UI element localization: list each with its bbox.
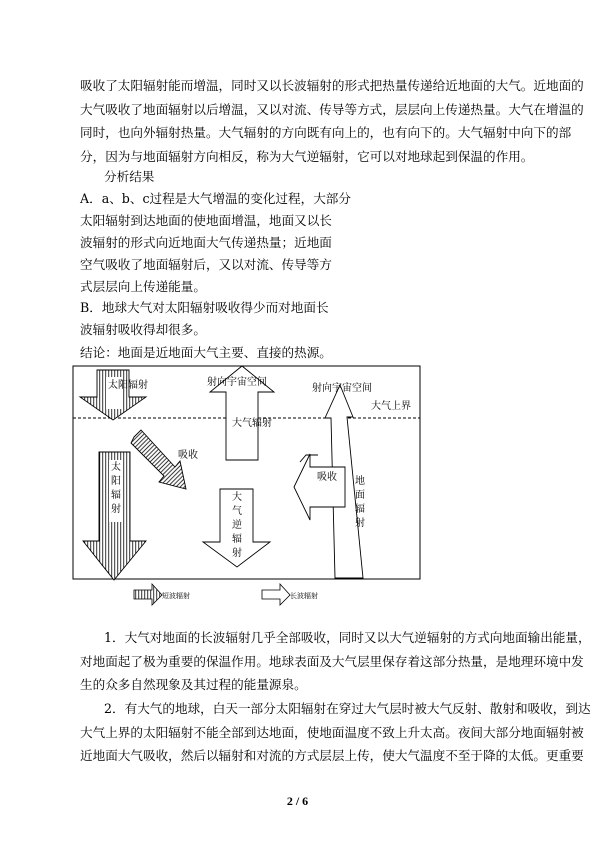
page-number: 2 / 6 [286,794,309,808]
vertical-label-char: 射 [355,518,365,529]
legend-long-wave-arrow [262,584,290,605]
absorb-label-left: 吸收 [178,450,198,461]
legend-short-wave-arrow [134,584,162,605]
to-space-label-left: 射向宇宙空间 [207,377,267,388]
absorb-label-right: 吸收 [317,472,337,483]
analysis-b-line: B．地球大气对太阳辐射吸收得少而对地面长 [80,300,329,315]
analysis-conclusion: 结论：地面是近地面大气主要、直接的热源。 [80,345,332,360]
conclusion-2-line: 2．有大气的地球，白天一部分太阳辐射在穿过大气层时被大气反射、散射和吸收，到达 [104,701,591,716]
intro-line: 大气吸收了地面辐射以后增温，又以对流、传导等方式，层层向上传递热量。大气在增温的 [80,102,584,117]
legend-long-wave-label: 长波辐射 [290,592,318,600]
conclusion-2-line: 大气上界的太阳辐射不能全部到达地面，使地面温度不致上升太高。夜间大部分地面辐射被 [80,725,584,740]
intro-line: 吸收了太阳辐射能而增温，同时又以长波辐射的形式把热量传递给近地面的大气。近地面的 [80,78,584,93]
analysis-title: 分析结果 [104,169,155,184]
vertical-label-char: 辐 [355,504,365,515]
vertical-label-char: 地 [355,476,365,487]
conclusion-1-line: 生的众多自然现象及其过程的能量源泉。 [80,677,307,692]
analysis-a-line: 波辐射的形式向近地面大气传递热量；近地面 [80,235,332,250]
atmos-boundary-label: 大气上界 [371,401,411,412]
solar-radiation-label-top: 太阳辐射 [108,380,148,391]
analysis-a-line: 太阳辐射到达地面的使地面增温，地面又以长 [80,213,332,228]
intro-line: 分，因为与地面辐射方向相反，称为大气逆辐射，它可以对地球起到保温的作用。 [80,149,534,164]
vertical-label-char: 气 [232,506,242,517]
vertical-label-char: 面 [355,490,365,501]
back-radiation-label [232,490,242,559]
conclusion-2-line: 近地面大气吸收，然后以辐射和对流的方式层层上传，使大气温度不至于降的太低。更重要 [80,748,584,763]
vertical-label-char: 大 [232,492,242,503]
vertical-label-char: 射 [111,504,121,515]
atmosphere-heating-diagram [68,364,428,614]
conclusion-1-line: 对地面起了极为重要的保温作用。地球表面及大气层里保存着这部分热量，是地理环境中发 [80,654,584,669]
analysis-b-line: 波辐射吸收得却很多。 [80,322,206,337]
atmos-radiation-label: 大气辐射 [232,418,272,429]
analysis-a-line: 式层层向上传递能量。 [80,279,206,294]
vertical-label-char: 逆 [232,520,242,531]
vertical-label-char: 太 [111,462,121,473]
analysis-a-line: A．a、b、c过程是大气增温的变化过程，大部分 [80,191,351,206]
intro-line: 同时，也向外辐射热量。大气辐射的方向既有向上的，也有向下的。大气辐射中向下的部 [80,125,572,140]
vertical-label-char: 辐 [232,534,242,545]
to-space-label-right: 射向宇宙空间 [312,383,372,394]
conclusion-1-line: 1．大气对地面的长波辐射几乎全部吸收，同时又以大气逆辐射的方式向地面输出能量， [104,630,591,645]
vertical-label-char: 射 [232,548,242,559]
analysis-a-line: 空气吸收了地面辐射后，又以对流、传导等方 [80,257,332,272]
legend-short-wave-label: 短波辐射 [162,592,190,600]
vertical-label-char: 阳 [111,476,121,487]
vertical-label-char: 辐 [111,490,121,501]
ground-radiation-label [355,474,365,529]
